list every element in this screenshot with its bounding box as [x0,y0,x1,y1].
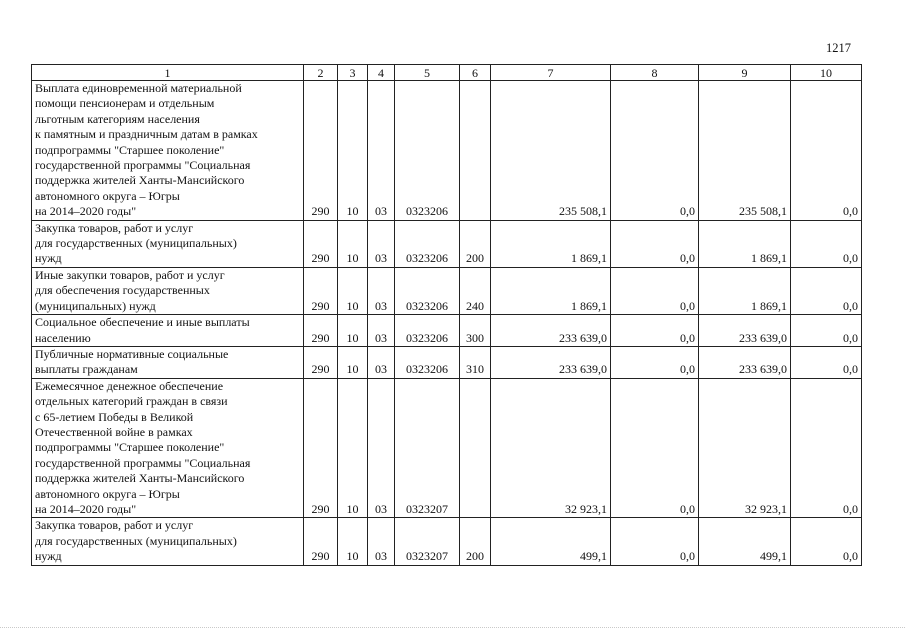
target-code-cell: 0323206 [395,315,460,347]
section-code-cell: 10 [338,346,368,378]
amount-col9-cell: 32 923,1 [699,378,791,518]
section-code-cell: 10 [338,81,368,221]
amount-col8-cell: 0,0 [611,220,699,267]
amount-col9-cell: 235 508,1 [699,81,791,221]
table-row [32,315,862,347]
page-number: 1217 [826,41,851,55]
subsection-code-cell: 03 [368,378,395,518]
amount-total-cell: 235 508,1 [491,81,611,221]
target-code-cell: 0323207 [395,518,460,565]
table-header-row [32,65,862,81]
amount-total-cell: 32 923,1 [491,378,611,518]
amount-total-cell: 1 869,1 [491,220,611,267]
amount-col10-cell: 0,0 [791,518,862,565]
scan-artifact-line [0,627,905,629]
column-header: 5 [395,65,460,81]
subsection-code-cell: 03 [368,518,395,565]
target-code-cell: 0323206 [395,81,460,221]
amount-col9-cell: 1 869,1 [699,220,791,267]
row-name-cell: Закупка товаров, работ и услуг для государственных (муниципальных) нужд [32,518,304,565]
expense-type-cell: 200 [460,518,491,565]
row-name-cell: Ежемесячное денежное обеспечение отдельных категорий граждан в связи с 65-летием Победы в Великой Отечественной войне в рамках подпрограммы "Старшее поколение" государственной программы "Социальная поддержка жителей Ханты-Мансийского автономного округа – Югры на 2014–2020 годы" [32,378,304,518]
column-header: 2 [304,65,338,81]
column-header: 6 [460,65,491,81]
expense-type-cell: 200 [460,220,491,267]
amount-col10-cell: 0,0 [791,378,862,518]
target-code-cell: 0323207 [395,378,460,518]
expense-type-cell: 310 [460,346,491,378]
amount-col10-cell: 0,0 [791,267,862,314]
subsection-code-cell: 03 [368,346,395,378]
subsection-code-cell: 03 [368,267,395,314]
amount-col9-cell: 1 869,1 [699,267,791,314]
column-header: 1 [32,65,304,81]
row-name-cell: Социальное обеспечение и иные выплаты населению [32,315,304,347]
amount-col10-cell: 0,0 [791,81,862,221]
budget-table [31,64,862,566]
amount-col8-cell: 0,0 [611,518,699,565]
section-code-cell: 10 [338,378,368,518]
amount-total-cell: 499,1 [491,518,611,565]
amount-col8-cell: 0,0 [611,346,699,378]
amount-total-cell: 233 639,0 [491,315,611,347]
amount-col10-cell: 0,0 [791,346,862,378]
column-header: 10 [791,65,862,81]
expense-type-cell: 240 [460,267,491,314]
amount-col10-cell: 0,0 [791,220,862,267]
ministry-code-cell: 290 [304,81,338,221]
column-header: 8 [611,65,699,81]
table-row [32,378,862,518]
subsection-code-cell: 03 [368,315,395,347]
target-code-cell: 0323206 [395,267,460,314]
table-row [32,267,862,314]
table-row [32,81,862,221]
amount-total-cell: 233 639,0 [491,346,611,378]
section-code-cell: 10 [338,220,368,267]
row-name-cell: Закупка товаров, работ и услуг для государственных (муниципальных) нужд [32,220,304,267]
section-code-cell: 10 [338,518,368,565]
amount-col8-cell: 0,0 [611,315,699,347]
row-name-cell: Публичные нормативные социальные выплаты гражданам [32,346,304,378]
ministry-code-cell: 290 [304,378,338,518]
ministry-code-cell: 290 [304,518,338,565]
table-row [32,518,862,565]
column-header: 3 [338,65,368,81]
amount-col10-cell: 0,0 [791,315,862,347]
row-name-cell: Иные закупки товаров, работ и услуг для обеспечения государственных (муниципальных) нужд [32,267,304,314]
ministry-code-cell: 290 [304,346,338,378]
amount-col8-cell: 0,0 [611,378,699,518]
amount-col8-cell: 0,0 [611,267,699,314]
table-row [32,220,862,267]
column-header: 4 [368,65,395,81]
amount-col9-cell: 499,1 [699,518,791,565]
target-code-cell: 0323206 [395,346,460,378]
section-code-cell: 10 [338,267,368,314]
ministry-code-cell: 290 [304,315,338,347]
amount-col9-cell: 233 639,0 [699,346,791,378]
expense-type-cell [460,378,491,518]
subsection-code-cell: 03 [368,220,395,267]
column-header: 9 [699,65,791,81]
row-name-cell: Выплата единовременной материальной помощи пенсионерам и отдельным льготным категориям населения к памятным и праздничным датам в рамках подпрограммы "Старшее поколение" государственной программы "Социальная поддержка жителей Ханты-Мансийского автономного округа – Югры на 2014–2020 годы" [32,81,304,221]
column-header: 7 [491,65,611,81]
table-row [32,346,862,378]
section-code-cell: 10 [338,315,368,347]
ministry-code-cell: 290 [304,220,338,267]
amount-col9-cell: 233 639,0 [699,315,791,347]
expense-type-cell: 300 [460,315,491,347]
target-code-cell: 0323206 [395,220,460,267]
expense-type-cell [460,81,491,221]
amount-col8-cell: 0,0 [611,81,699,221]
ministry-code-cell: 290 [304,267,338,314]
amount-total-cell: 1 869,1 [491,267,611,314]
subsection-code-cell: 03 [368,81,395,221]
